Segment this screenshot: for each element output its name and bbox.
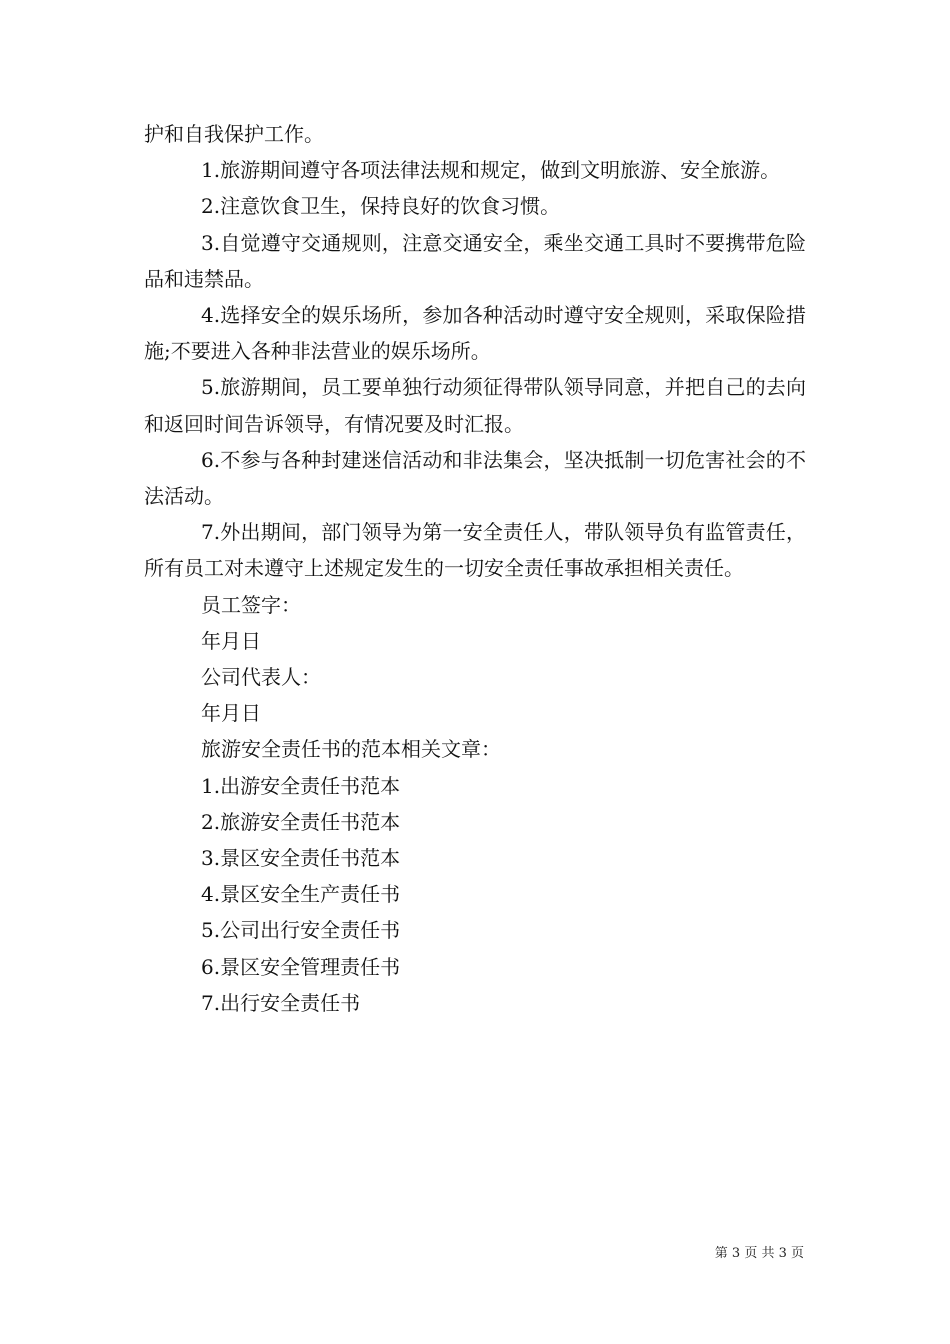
related-article-item: 6.景区安全管理责任书: [201, 954, 401, 979]
paragraph-rule-3: 3.自觉遵守交通规则，注意交通安全，乘坐交通工具时不要携带危险品和违禁品。: [144, 230, 806, 291]
company-date-label: 年月日: [201, 701, 261, 726]
related-article-item: 7.出行安全责任书: [201, 990, 361, 1015]
related-article-item: 4.景区安全生产责任书: [201, 882, 401, 907]
paragraph-rule-2: 2.注意饮食卫生，保持良好的饮食习惯。: [201, 194, 561, 219]
paragraph-rule-1: 1.旅游期间遵守各项法律法规和规定，做到文明旅游、安全旅游。: [201, 158, 781, 183]
related-article-item: 3.景区安全责任书范本: [201, 846, 401, 871]
related-article-item: 1.出游安全责任书范本: [201, 773, 401, 798]
paragraph-rule-4: 4.选择安全的娱乐场所，参加各种活动时遵守安全规则，采取保险措施;不要进入各种非法营业的娱乐场所。: [144, 303, 806, 364]
paragraph-continuation: 护和自我保护工作。: [144, 122, 324, 146]
page-number-footer: 第 3 页 共 3 页: [714, 1246, 804, 1261]
company-representative-label: 公司代表人：: [201, 665, 321, 690]
related-articles-heading: 旅游安全责任书的范本相关文章：: [201, 737, 501, 762]
employee-date-label: 年月日: [201, 628, 261, 653]
paragraph-rule-7: 7.外出期间，部门领导为第一安全责任人，带队领导负有监管责任，所有员工对未遵守上述规定发生的一切安全责任事故承担相关责任。: [144, 520, 806, 581]
related-article-item: 2.旅游安全责任书范本: [201, 809, 401, 834]
employee-signature-label: 员工签字：: [201, 592, 301, 617]
document-body: [144, 116, 806, 1021]
related-article-item: 5.公司出行安全责任书: [201, 918, 401, 943]
paragraph-rule-5: 5.旅游期间，员工要单独行动须征得带队领导同意，并把自己的去向和返回时间告诉领导，有情况要及时汇报。: [144, 375, 806, 436]
paragraph-rule-6: 6.不参与各种封建迷信活动和非法集会，坚决抵制一切危害社会的不法活动。: [144, 447, 806, 509]
